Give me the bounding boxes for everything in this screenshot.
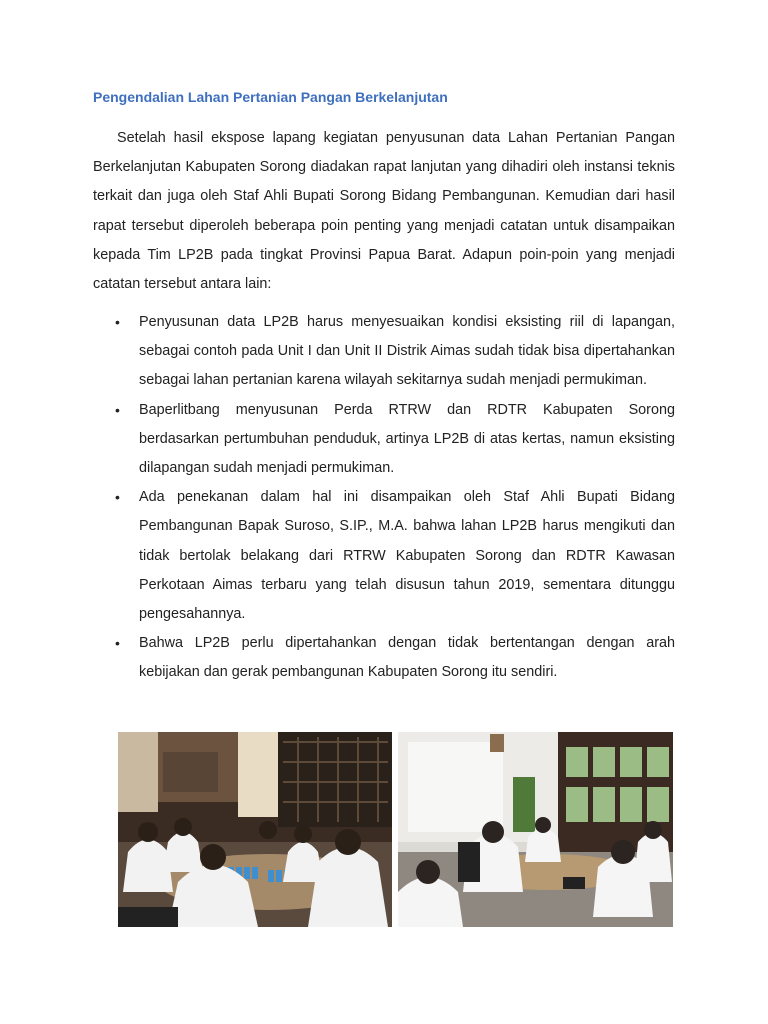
meeting-photo-right [398,732,673,927]
list-item-text: Penyusunan data LP2B harus menyesuaikan kondisi eksisting riil di lapangan, sebagai contoh pada Unit I dan Unit II Distrik Aimas sudah tidak bisa dipertahankan sebagai lahan pertanian karena wilayah sekitarnya sudah menjadi permukiman. [139,314,675,389]
section-heading: Pengendalian Lahan Pertanian Pangan Berkelanjutan [93,89,448,105]
list-item [93,308,675,396]
bullet-icon: • [115,314,120,330]
meeting-photo-right-image [398,732,673,927]
meeting-photo-left-image [118,732,392,927]
list-item [93,396,675,484]
bullet-icon: • [115,489,120,506]
intro-paragraph: Setelah hasil ekspose lapang kegiatan penyusunan data Lahan Pertanian Pangan Berkelanjutan Kabupaten Sorong diadakan rapat lanjutan yang dihadiri oleh instansi teknis terkait dan juga oleh Staf Ahli Bupati Sorong Bidang Pembangunan. Kemudian dari hasil rapat tersebut diperoleh beberapa poin penting yang menjadi catatan untuk disampaikan kepada Tim LP2B pada tingkat Provinsi Papua Barat. Adapun poin-poin yang menjadi catatan tersebut antara lain: [93,130,675,293]
list-item [93,483,675,629]
bullet-icon: • [115,401,120,418]
list-item-text: Baperlitbang menyusunan Perda RTRW dan RDTR Kabupaten Sorong berdasarkan pertumbuhan penduduk, artinya LP2B di atas kertas, namun eksisting dilapangan sudah menjadi permukiman. [139,401,675,477]
bullet-list [93,308,675,688]
list-item [93,629,675,687]
bullet-icon: • [115,635,120,652]
list-item-text: Ada penekanan dalam hal ini disampaikan oleh Staf Ahli Bupati Bidang Pembangunan Bapak Suroso, S.IP., M.A. bahwa lahan LP2B harus mengikuti dan tidak bertolak belakang dari RTRW Kabupaten Sorong dan RDTR Kawasan Perkotaan Aimas terbaru yang telah disusun tahun 2019, sementara ditunggu pengesahannya. [139,489,675,623]
list-item-text: Bahwa LP2B perlu dipertahankan dengan tidak bertentangan dengan arah kebijakan dan gerak pembangunan Kabupaten Sorong itu sendiri. [139,635,675,681]
meeting-photo-left [118,732,392,927]
